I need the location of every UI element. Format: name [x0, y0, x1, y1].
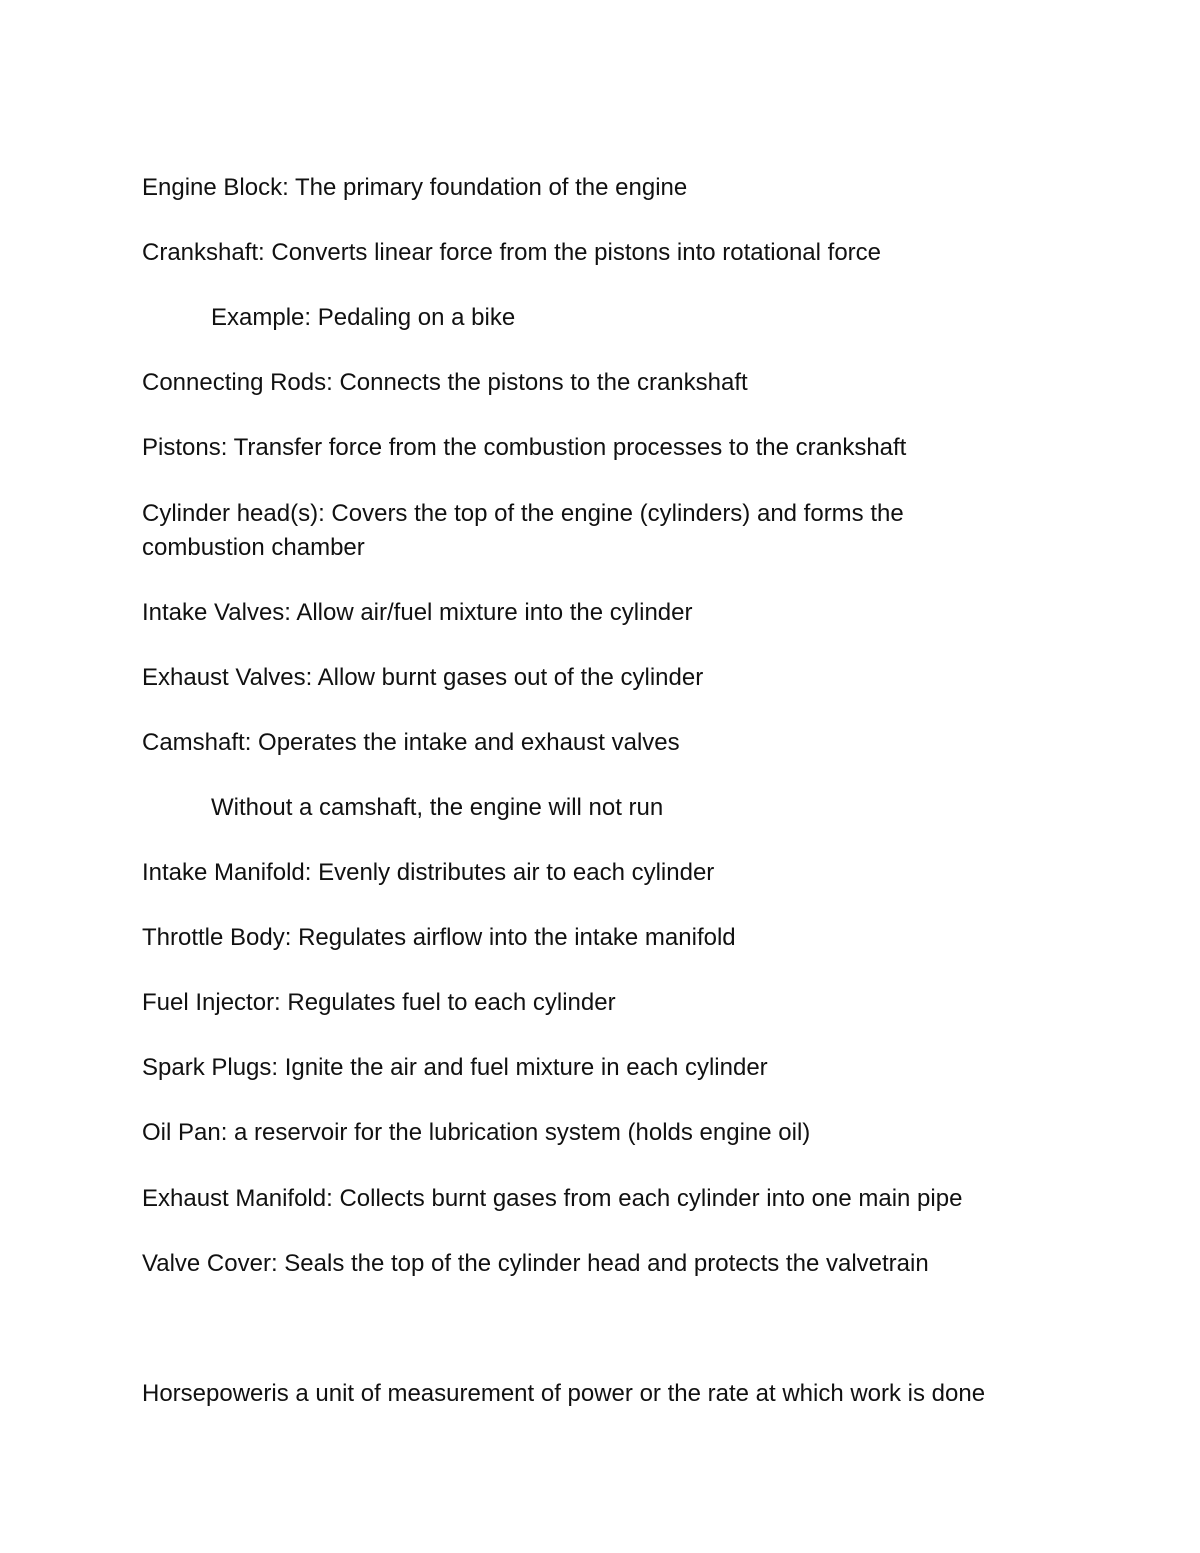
horsepower-statement: Horsepoweris a unit of measurement of power or the rate at which work is done [142, 1380, 986, 1407]
entry-spark-plugs: Spark Plugs: Ignite the air and fuel mixture in each cylinder [142, 1054, 768, 1081]
entry-intake-valves: Intake Valves: Allow air/fuel mixture into the cylinder [142, 599, 693, 626]
entry-engine-block: Engine Block: The primary foundation of the engine [142, 174, 688, 201]
entry-throttle-body: Throttle Body: Regulates airflow into the intake manifold [142, 924, 736, 951]
entry-pistons: Pistons: Transfer force from the combustion processes to the crankshaft [142, 434, 907, 461]
entry-valve-cover: Valve Cover: Seals the top of the cylinder head and protects the valvetrain [142, 1250, 929, 1277]
entry-intake-manifold: Intake Manifold: Evenly distributes air to each cylinder [142, 859, 715, 886]
entry-crankshaft-example: Example: Pedaling on a bike [211, 304, 516, 331]
entry-crankshaft: Crankshaft: Converts linear force from the pistons into rotational force [142, 239, 882, 266]
entry-exhaust-manifold: Exhaust Manifold: Collects burnt gases from each cylinder into one main pipe [142, 1185, 963, 1212]
entry-connecting-rods: Connecting Rods: Connects the pistons to the crankshaft [142, 369, 748, 396]
entry-fuel-injector: Fuel Injector: Regulates fuel to each cylinder [142, 989, 616, 1016]
entry-cylinder-heads: Cylinder head(s): Covers the top of the engine (cylinders) and forms the combustion chamber [142, 500, 904, 561]
entry-exhaust-valves: Exhaust Valves: Allow burnt gases out of the cylinder [142, 664, 704, 691]
entry-camshaft: Camshaft: Operates the intake and exhaust valves [142, 729, 680, 756]
entry-oil-pan: Oil Pan: a reservoir for the lubrication system (holds engine oil) [142, 1119, 811, 1146]
entry-camshaft-note: Without a camshaft, the engine will not run [211, 794, 664, 821]
